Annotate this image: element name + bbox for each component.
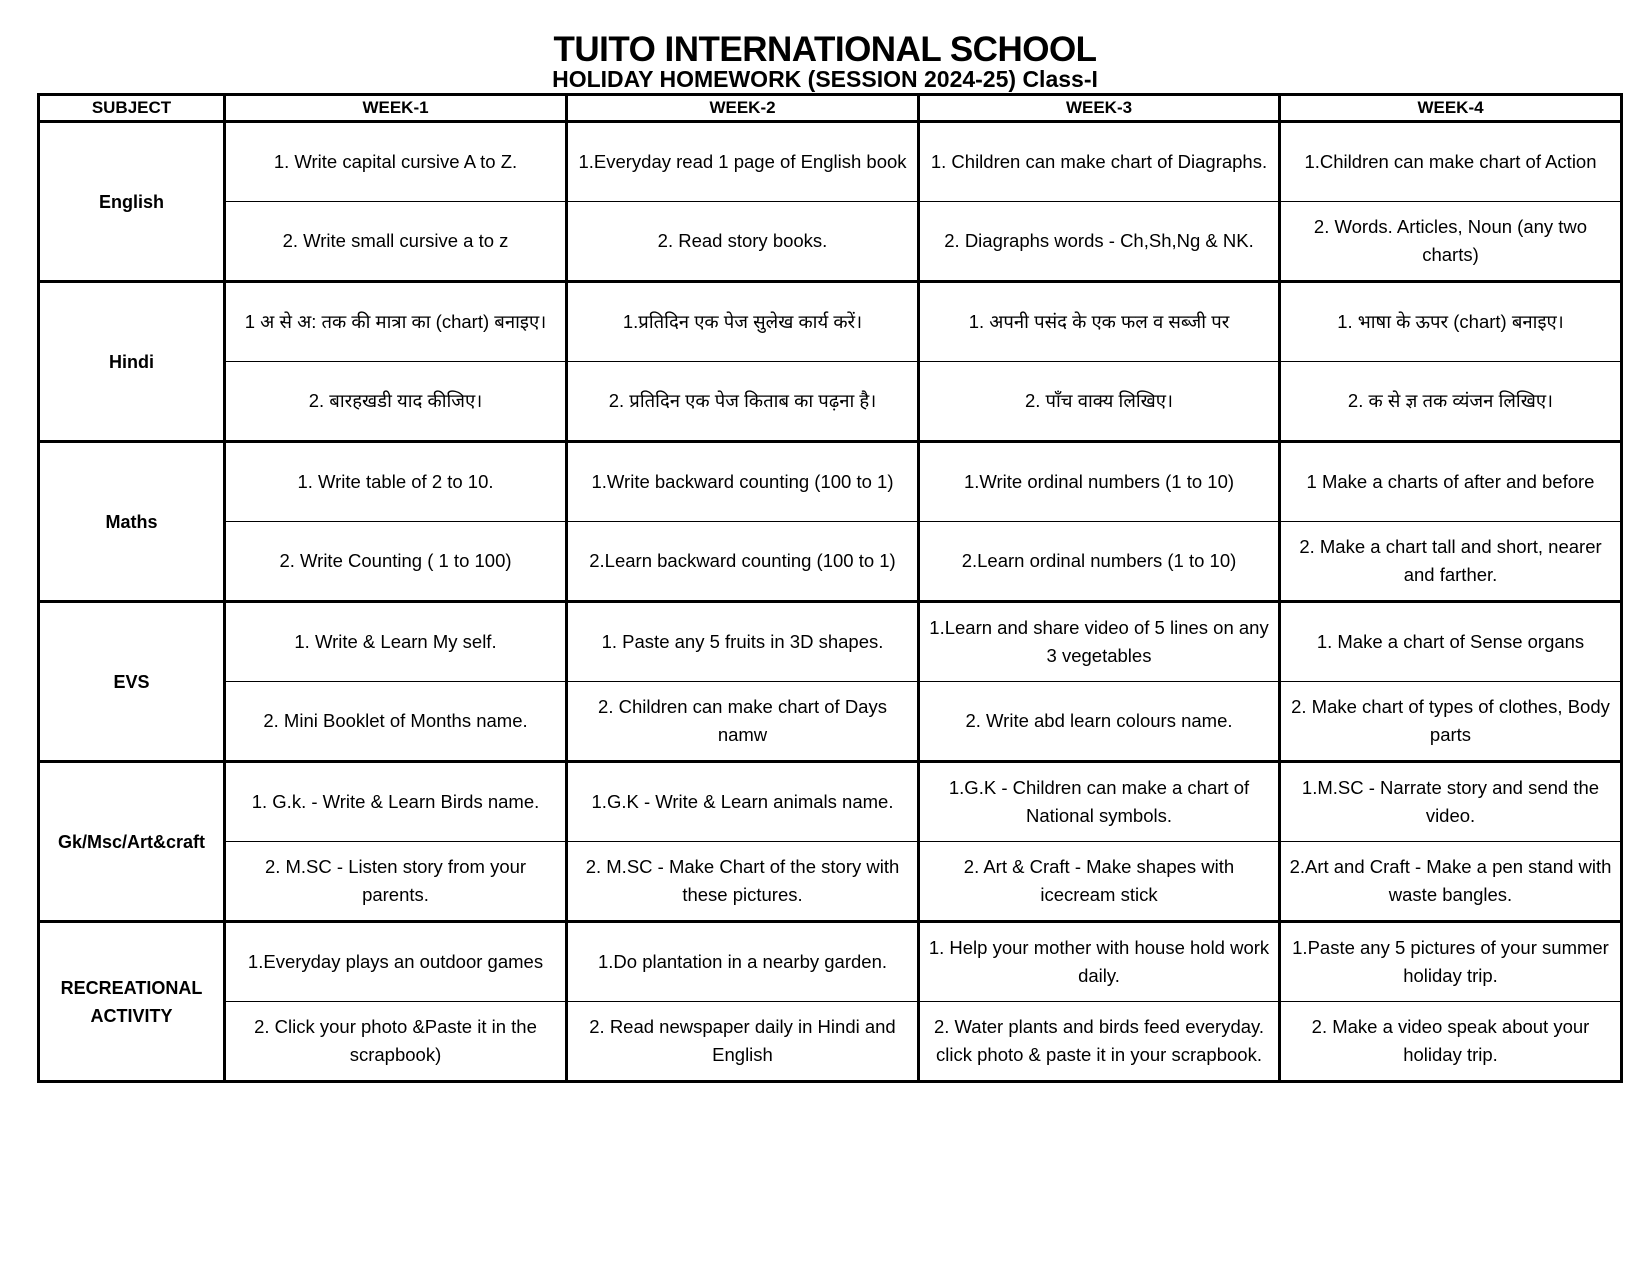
task-cell: 2. Click your photo &Paste it in the scrapbook) <box>225 1002 567 1082</box>
table-row <box>39 682 1622 762</box>
task-cell: 1. Write table of 2 to 10. <box>225 442 567 522</box>
task-cell: 2. Make a video speak about your holiday trip. <box>1280 1002 1622 1082</box>
task-cell: 2. Make a chart tall and short, nearer and farther. <box>1280 522 1622 602</box>
task-cell: 1.M.SC - Narrate story and send the video. <box>1280 762 1622 842</box>
task-cell: 1. Make a chart of Sense organs <box>1280 602 1622 682</box>
task-cell: 1. Paste any 5 fruits in 3D shapes. <box>567 602 919 682</box>
column-header-week-1: WEEK-1 <box>225 95 567 122</box>
task-cell: 2. Write small cursive a to z <box>225 202 567 282</box>
task-cell: 1.Children can make chart of Action <box>1280 122 1622 202</box>
task-cell: 2. प्रतिदिन एक पेज किताब का पढ़ना है। <box>567 362 919 442</box>
table-row <box>39 122 1622 202</box>
table-row <box>39 1002 1622 1082</box>
task-cell: 2. Diagraphs words - Ch,Sh,Ng & NK. <box>919 202 1280 282</box>
task-cell: 1. G.k. - Write & Learn Birds name. <box>225 762 567 842</box>
task-cell: 1.Do plantation in a nearby garden. <box>567 922 919 1002</box>
task-cell: 1.G.K - Children can make a chart of National symbols. <box>919 762 1280 842</box>
task-cell: 1.Paste any 5 pictures of your summer holiday trip. <box>1280 922 1622 1002</box>
table-row <box>39 602 1622 682</box>
table-row <box>39 282 1622 362</box>
task-cell: 2. क से ज्ञ तक व्यंजन लिखिए। <box>1280 362 1622 442</box>
task-cell: 1. अपनी पसंद के एक फल व सब्जी पर <box>919 282 1280 362</box>
subject-gk-msc-art-craft: Gk/Msc/Art&craft <box>39 762 225 922</box>
task-cell: 2. Mini Booklet of Months name. <box>225 682 567 762</box>
column-header-week-4: WEEK-4 <box>1280 95 1622 122</box>
table-row <box>39 762 1622 842</box>
subject-evs: EVS <box>39 602 225 762</box>
task-cell: 2. Write abd learn colours name. <box>919 682 1280 762</box>
task-cell: 2. Write Counting ( 1 to 100) <box>225 522 567 602</box>
task-cell: 1 अ से अ: तक की मात्रा का (chart) बनाइए। <box>225 282 567 362</box>
homework-subtitle: HOLIDAY HOMEWORK (SESSION 2024-25) Class-I <box>552 66 1098 92</box>
task-cell: 2. Children can make chart of Days namw <box>567 682 919 762</box>
task-cell: 2. M.SC - Listen story from your parents. <box>225 842 567 922</box>
task-cell: 2. Words. Articles, Noun (any two charts) <box>1280 202 1622 282</box>
task-cell: 2. M.SC - Make Chart of the story with these pictures. <box>567 842 919 922</box>
table-row <box>39 442 1622 522</box>
task-cell: 1.प्रतिदिन एक पेज सुलेख कार्य करें। <box>567 282 919 362</box>
subject-maths: Maths <box>39 442 225 602</box>
column-header-week-2: WEEK-2 <box>567 95 919 122</box>
task-cell: 1.Write backward counting (100 to 1) <box>567 442 919 522</box>
subject-recreational-activity: RECREATIONAL ACTIVITY <box>39 922 225 1082</box>
table-row <box>39 362 1622 442</box>
subject-english: English <box>39 122 225 282</box>
task-cell: 1.Everyday read 1 page of English book <box>567 122 919 202</box>
school-title: TUITO INTERNATIONAL SCHOOL <box>553 30 1097 69</box>
task-cell: 1.Everyday plays an outdoor games <box>225 922 567 1002</box>
task-cell: 1. भाषा के ऊपर (chart) बनाइए। <box>1280 282 1622 362</box>
task-cell: 1. Help your mother with house hold work daily. <box>919 922 1280 1002</box>
table-row <box>39 202 1622 282</box>
task-cell: 2. पाँच वाक्य लिखिए। <box>919 362 1280 442</box>
table-row <box>39 522 1622 602</box>
task-cell: 1.G.K - Write & Learn animals name. <box>567 762 919 842</box>
task-cell: 1.Write ordinal numbers (1 to 10) <box>919 442 1280 522</box>
task-cell: 2.Learn ordinal numbers (1 to 10) <box>919 522 1280 602</box>
column-header-subject: SUBJECT <box>39 95 225 122</box>
column-header-week-3: WEEK-3 <box>919 95 1280 122</box>
table-header-row <box>39 95 1622 122</box>
task-cell: 1 Make a charts of after and before <box>1280 442 1622 522</box>
task-cell: 2. Water plants and birds feed everyday. click photo & paste it in your scrapbook. <box>919 1002 1280 1082</box>
task-cell: 2.Learn backward counting (100 to 1) <box>567 522 919 602</box>
task-cell: 2. बारहखडी याद कीजिए। <box>225 362 567 442</box>
subject-hindi: Hindi <box>39 282 225 442</box>
homework-table <box>37 93 1623 1083</box>
task-cell: 2. Read newspaper daily in Hindi and English <box>567 1002 919 1082</box>
task-cell: 1. Children can make chart of Diagraphs. <box>919 122 1280 202</box>
task-cell: 1. Write capital cursive A to Z. <box>225 122 567 202</box>
table-row <box>39 842 1622 922</box>
task-cell: 1. Write & Learn My self. <box>225 602 567 682</box>
task-cell: 2. Art & Craft - Make shapes with icecream stick <box>919 842 1280 922</box>
task-cell: 1.Learn and share video of 5 lines on any 3 vegetables <box>919 602 1280 682</box>
task-cell: 2. Make chart of types of clothes, Body parts <box>1280 682 1622 762</box>
table-row <box>39 922 1622 1002</box>
task-cell: 2.Art and Craft - Make a pen stand with waste bangles. <box>1280 842 1622 922</box>
task-cell: 2. Read story books. <box>567 202 919 282</box>
